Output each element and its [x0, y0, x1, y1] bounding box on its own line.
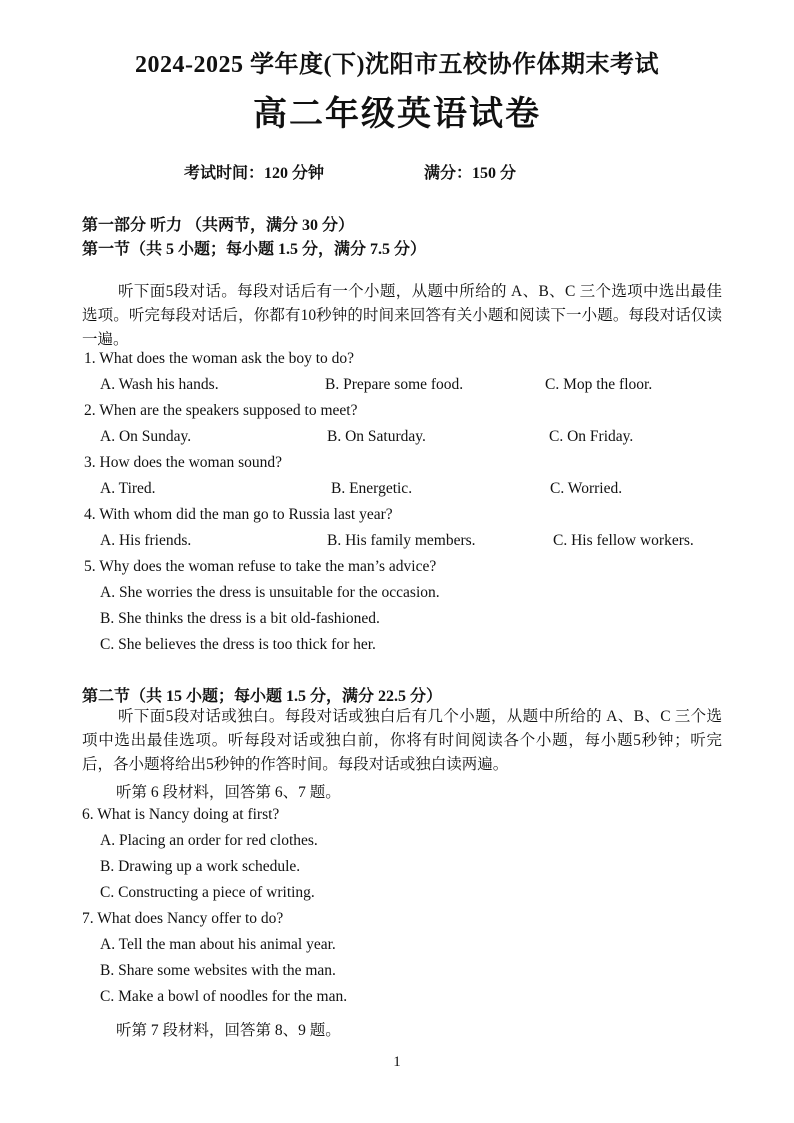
- q2-option-c: C. On Friday.: [549, 428, 634, 445]
- question-6: 6. What is Nancy doing at first?: [82, 806, 280, 823]
- part1-heading: 第一部分 听力 （共两节，满分 30 分）: [82, 217, 355, 234]
- q1-option-c: C. Mop the floor.: [545, 376, 653, 393]
- q3-option-a: A. Tired.: [100, 480, 156, 497]
- q2-option-b: B. On Saturday.: [327, 428, 426, 445]
- q4-option-c: C. His fellow workers.: [553, 532, 694, 549]
- section1-heading: 第一节（共 5 小题；每小题 1.5 分，满分 7.5 分）: [82, 241, 427, 258]
- q4-option-b: B. His family members.: [327, 532, 476, 549]
- exam-subtitle: 高二年级英语试卷: [253, 96, 541, 133]
- q7-option-b: B. Share some websites with the man.: [100, 962, 336, 979]
- q6-option-c: C. Constructing a piece of writing.: [100, 884, 315, 901]
- section2-instructions: 听下面5段对话或独白。每段对话或独白后有几个小题，从题中所给的 A、B、C 三个选项中选出最佳选项。听每段对话或独白前，你将有时间阅读各个小题，每小题5秒钟；听完后，各小题将给出5秒钟的作答时间。每段对话或独白读两遍。: [82, 708, 722, 773]
- q6-option-b: B. Drawing up a work schedule.: [100, 858, 301, 875]
- material-note-6: 听第 6 段材料，回答第 6、7 题。: [116, 784, 341, 801]
- question-7: 7. What does Nancy offer to do?: [82, 910, 284, 927]
- q5-option-a: A. She worries the dress is unsuitable for the occasion.: [100, 584, 440, 601]
- q3-option-b: B. Energetic.: [331, 480, 413, 497]
- q5-option-c: C. She believes the dress is too thick for her.: [100, 636, 376, 653]
- section1-instructions: 听下面5段对话。每段对话后有一个小题，从题中所给的 A、B、C 三个选项中选出最佳选项。听完每段对话后，你都有10秒钟的时间来回答有关小题和阅读下一小题。每段对话仅读一遍。: [82, 283, 722, 348]
- exam-time: 考试时间：120 分钟: [184, 165, 325, 182]
- q4-option-a: A. His friends.: [100, 532, 192, 549]
- question-4: 4. With whom did the man go to Russia last year?: [84, 506, 393, 523]
- q1-option-b: B. Prepare some food.: [325, 376, 464, 393]
- exam-score: 满分：150 分: [424, 165, 517, 182]
- q6-option-a: A. Placing an order for red clothes.: [100, 832, 318, 849]
- q7-option-c: C. Make a bowl of noodles for the man.: [100, 988, 348, 1005]
- q1-option-a: A. Wash his hands.: [100, 376, 219, 393]
- question-3: 3. How does the woman sound?: [84, 454, 283, 471]
- q3-option-c: C. Worried.: [550, 480, 623, 497]
- q2-option-a: A. On Sunday.: [100, 428, 192, 445]
- question-2: 2. When are the speakers supposed to meet?: [84, 402, 358, 419]
- question-1: 1. What does the woman ask the boy to do?: [84, 350, 355, 367]
- material-note-7: 听第 7 段材料，回答第 8、9 题。: [116, 1022, 341, 1039]
- section2-heading: 第二节（共 15 小题；每小题 1.5 分，满分 22.5 分）: [82, 688, 443, 705]
- page-number: 1: [393, 1054, 401, 1070]
- question-5: 5. Why does the woman refuse to take the man’s advice?: [84, 558, 437, 575]
- q5-option-b: B. She thinks the dress is a bit old-fashioned.: [100, 610, 380, 627]
- exam-title: 2024-2025 学年度(下)沈阳市五校协作体期末考试: [135, 52, 659, 78]
- q7-option-a: A. Tell the man about his animal year.: [100, 936, 336, 953]
